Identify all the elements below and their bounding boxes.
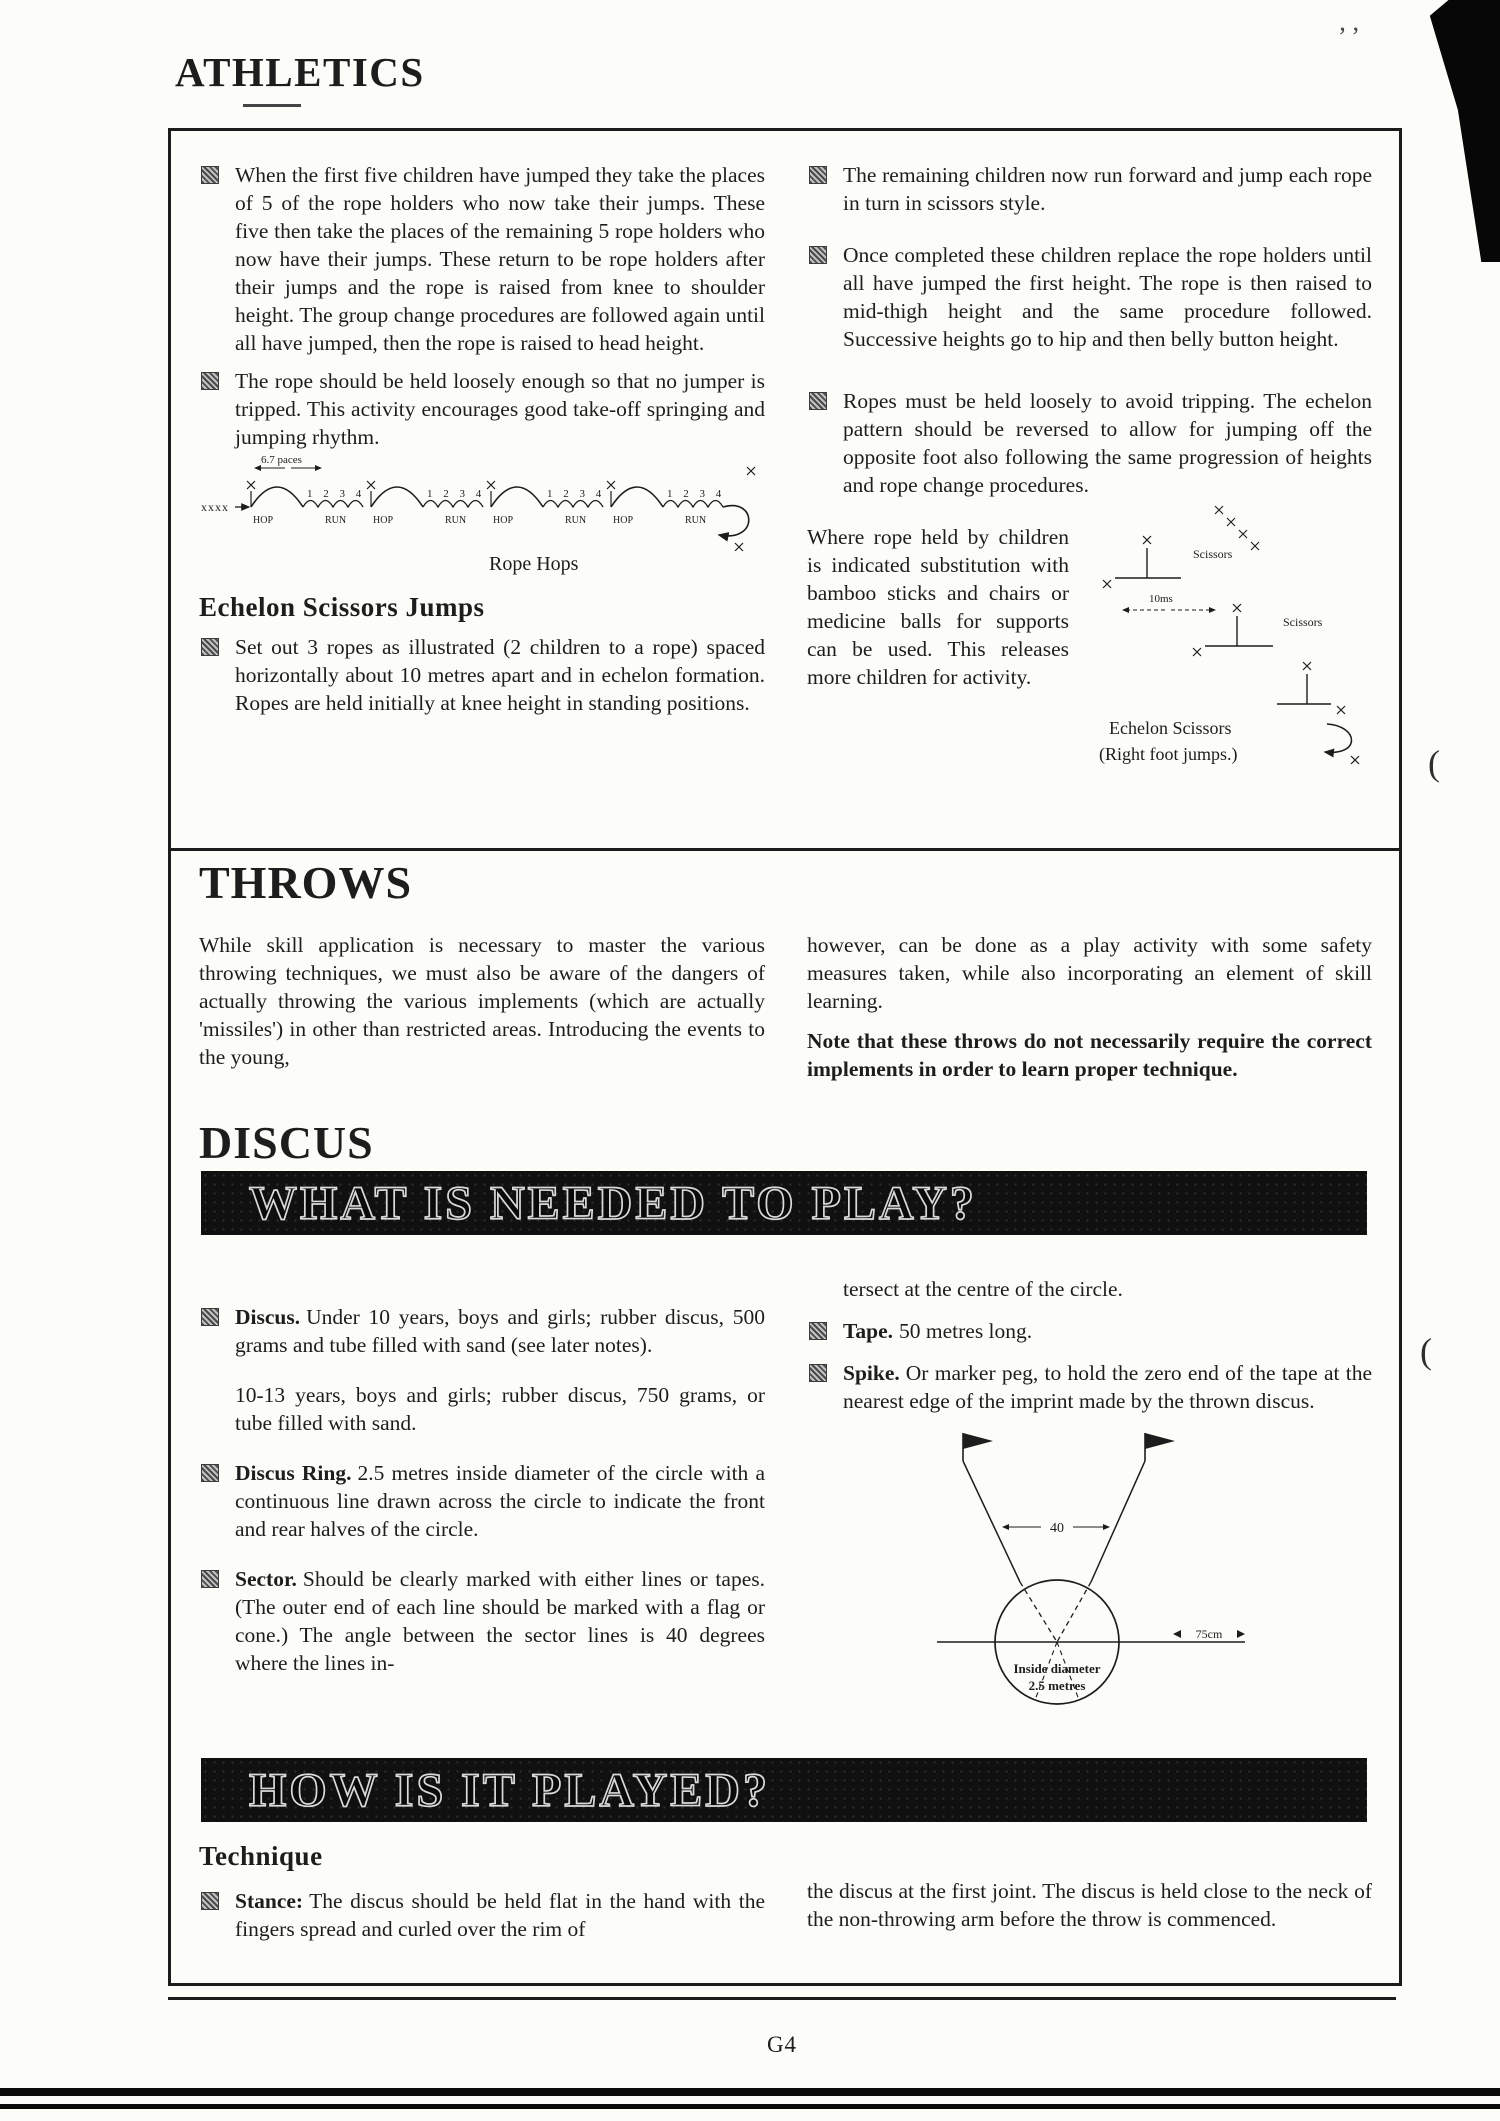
throws-note: Note that these throws do not necessarily require the correct implements in order to learn proper technique.	[807, 1029, 1372, 1081]
footstep-mark-icon	[1227, 518, 1235, 526]
arrow-icon	[1237, 1630, 1245, 1638]
paragraph-text: The remaining children now run forward and jump each rope in turn in scissors style.	[843, 163, 1372, 215]
box-bottom-rule	[168, 1997, 1396, 2000]
scan-mark-artifact: ’ ’	[1338, 22, 1360, 51]
hop-label: HOP	[253, 515, 274, 526]
page-title: ATHLETICS	[175, 49, 425, 95]
continuation-text: tersect at the centre of the circle.	[843, 1277, 1123, 1301]
item-term: Stance:	[235, 1889, 304, 1913]
x-mark-icon	[1143, 536, 1151, 544]
paragraph	[807, 161, 1372, 217]
echelon-caption: Echelon Scissors	[1109, 718, 1232, 738]
sector-line	[963, 1461, 1020, 1582]
throws-left-paragraph: While skill application is necessary to master the various throwing techniques, we must also be aware of the dangers of actually throwing the various implements (which are actually 'missiles') in other than restricted areas. Introducing the events to the young,	[199, 933, 765, 1069]
echelon-heading: Echelon Scissors Jumps	[199, 592, 485, 622]
footstep-mark-icon	[1239, 530, 1247, 538]
flag-icon	[963, 1433, 993, 1449]
footstep-mark-icon	[1215, 506, 1223, 514]
x-mark-icon	[247, 481, 255, 489]
arrow-icon	[1173, 1630, 1181, 1638]
angle-label: 40	[1050, 1521, 1064, 1536]
item-term: Sector.	[235, 1567, 297, 1591]
section-divider	[171, 848, 1399, 851]
item-term: Discus.	[235, 1305, 301, 1329]
item-text: The discus should be held flat in the hand with the fingers spread and curled over the rim of	[235, 1889, 765, 1941]
paragraph-text: Once completed these children replace the rope holders until all have jumped the first height. The rope is then raised to mid-thigh height and the same procedure followed. Successive heights go to hip and then belly button height.	[843, 243, 1372, 351]
throws-right-column	[807, 931, 1372, 1083]
list-item	[199, 1459, 765, 1543]
x-mark-icon	[735, 543, 743, 551]
list-item	[807, 1317, 1372, 1345]
x-mark-icon	[487, 481, 495, 489]
list-item	[199, 1381, 765, 1437]
turnaround-arrow-icon	[1325, 724, 1352, 752]
bullet-square-icon	[201, 1464, 219, 1482]
list-item	[199, 1887, 765, 1943]
bullet-square-icon	[201, 1308, 219, 1326]
page-number: G4	[766, 2032, 798, 2057]
banner-text: WHAT IS NEEDED TO PLAY?	[249, 1176, 977, 1230]
paragraph-text: Set out 3 ropes as illustrated (2 children to a rope) spaced horizontally about 10 metres apart and in echelon formation. Ropes are held initially at knee height in standing positions.	[235, 635, 765, 715]
paragraph-text: The rope should be held loosely enough so that no jumper is tripped. This activity encourages good take-off springing and jumping rhythm.	[235, 369, 765, 449]
echelon-scissors-diagram	[1069, 498, 1372, 768]
bullet-square-icon	[809, 1364, 827, 1382]
bullet-square-icon	[809, 1322, 827, 1340]
x-mark-icon	[1233, 604, 1241, 612]
page-curl-shadow	[1422, 0, 1500, 262]
paragraph	[807, 241, 1372, 353]
discus-title: DISCUS	[199, 1117, 374, 1168]
hop-label: HOP	[613, 515, 634, 526]
scan-mark-artifact: (	[1428, 743, 1440, 783]
banner-how-played	[201, 1758, 1367, 1822]
bullet-square-icon	[201, 166, 219, 184]
count-label: 1 2 3 4	[307, 488, 366, 500]
paces-label: 6.7 paces	[261, 454, 302, 466]
paragraph	[199, 161, 765, 357]
scan-edge-bar	[0, 2104, 1500, 2109]
count-label: 1 2 3 4	[667, 488, 726, 500]
bullet-square-icon	[201, 372, 219, 390]
content-box	[168, 128, 1402, 1986]
rope-hops-caption: Rope Hops	[489, 553, 579, 575]
rope-hops-diagram	[199, 451, 765, 551]
scissors-label: Scissors	[1283, 615, 1323, 629]
bullet-square-icon	[809, 166, 827, 184]
paragraph	[807, 387, 1372, 499]
x-mark-icon	[1193, 648, 1201, 656]
item-text: Under 10 years, boys and girls; rubber discus, 500 grams and tube filled with sand (see later notes).	[235, 1305, 765, 1357]
bullet-square-icon	[201, 1892, 219, 1910]
inside-diameter-value: 2.5 metres	[1028, 1678, 1086, 1693]
x-mark-icon	[607, 481, 615, 489]
item-text: Should be clearly marked with either lines or tapes. (The outer end of each line should be marked with a flag or cone.) The angle between the sector lines is 40 degrees where the lines in-	[235, 1567, 765, 1675]
item-text: 2.5 metres inside diameter of the circle with a continuous line drawn across the circle to indicate the front and rear halves of the circle.	[235, 1461, 765, 1541]
x-mark-icon	[1303, 662, 1311, 670]
item-text: Or marker peg, to hold the zero end of the tape at the nearest edge of the imprint made by the thrown discus.	[843, 1361, 1372, 1413]
sector-line	[1091, 1461, 1145, 1582]
scan-dash-artifact	[243, 104, 301, 107]
item-text: 10-13 years, boys and girls; rubber discus, 750 grams, or tube filled with sand.	[235, 1383, 765, 1435]
item-term: Tape.	[843, 1319, 893, 1343]
item-term: Discus Ring.	[235, 1461, 352, 1485]
hop-label: HOP	[493, 515, 514, 526]
paragraph-text: Ropes must be held loosely to avoid tripping. The echelon pattern should be reversed to allow for jumping off the opposite foot also following the same progression of heights and rope change procedures.	[843, 389, 1372, 497]
run-label: RUN	[565, 515, 587, 526]
run-label: RUN	[685, 515, 707, 526]
scan-mark-artifact: (	[1420, 1331, 1432, 1371]
count-label: 1 2 3 4	[427, 488, 486, 500]
item-term: Spike.	[843, 1361, 900, 1385]
bullet-square-icon	[809, 392, 827, 410]
technique-right-paragraph: the discus at the first joint. The discus is held close to the neck of the non-throwing arm before the throw is commenced.	[807, 1879, 1372, 1931]
paragraph-text: When the first five children have jumped they take the places of 5 of the rope holders who now take their jumps. These five then take the places of the remaining 5 rope holders who now have their jumps. These return to be rope holders after their jumps and the rope is raised from knee to shoulder height. The group change procedures are followed again until all have jumped, then the rope is raised to head height.	[235, 163, 765, 355]
discus-right-column	[807, 1275, 1372, 1727]
scan-edge-bar	[0, 2088, 1500, 2096]
run-label: RUN	[445, 515, 467, 526]
bullet-square-icon	[201, 1570, 219, 1588]
flag-icon	[1145, 1433, 1175, 1449]
banner-text: HOW IS IT PLAYED?	[249, 1763, 770, 1817]
paragraph	[199, 633, 765, 717]
x-mark-icon	[1351, 756, 1359, 764]
footstep-mark-icon	[1251, 542, 1259, 550]
turnaround-arrow-icon	[719, 506, 749, 536]
bullet-square-icon	[809, 246, 827, 264]
bullet-square-icon	[201, 638, 219, 656]
inside-diameter-label: Inside diameter	[1013, 1661, 1101, 1676]
hop-label: HOP	[373, 515, 394, 526]
list-item	[199, 1303, 765, 1359]
count-label: 1 2 3 4	[547, 488, 606, 500]
technique-left-column	[199, 1887, 765, 1943]
x-mark-icon	[367, 481, 375, 489]
paragraph: Where rope held by children is indicated substitution with bamboo sticks and chairs or medicine balls for supports can be used. This releases more children for activity.	[807, 525, 1069, 689]
scissors-label: Scissors	[1193, 547, 1233, 561]
distance-label: 10ms	[1149, 593, 1173, 605]
where-rope-row	[807, 523, 1372, 793]
technique-heading: Technique	[199, 1841, 323, 1871]
throws-title: THROWS	[199, 857, 413, 908]
x-mark-icon	[747, 467, 755, 475]
start-label: xxxx	[201, 500, 229, 514]
list-item	[807, 1359, 1372, 1415]
discus-sector-diagram	[847, 1427, 1287, 1727]
ropes-right-column	[807, 161, 1372, 793]
banner-what-is-needed	[201, 1171, 1367, 1235]
list-item	[199, 1565, 765, 1677]
x-mark-icon	[1103, 580, 1111, 588]
edge-label: 75cm	[1195, 1627, 1223, 1641]
echelon-subcaption: (Right foot jumps.)	[1099, 744, 1238, 764]
throws-right-paragraph: however, can be done as a play activity with some safety measures taken, while also incorporating an element of skill learning.	[807, 933, 1372, 1013]
x-mark-icon	[1337, 706, 1345, 714]
run-label: RUN	[325, 515, 347, 526]
paragraph	[199, 367, 765, 451]
discus-left-column	[199, 1303, 765, 1677]
item-text: 50 metres long.	[899, 1319, 1033, 1343]
ropes-left-column	[199, 161, 765, 717]
